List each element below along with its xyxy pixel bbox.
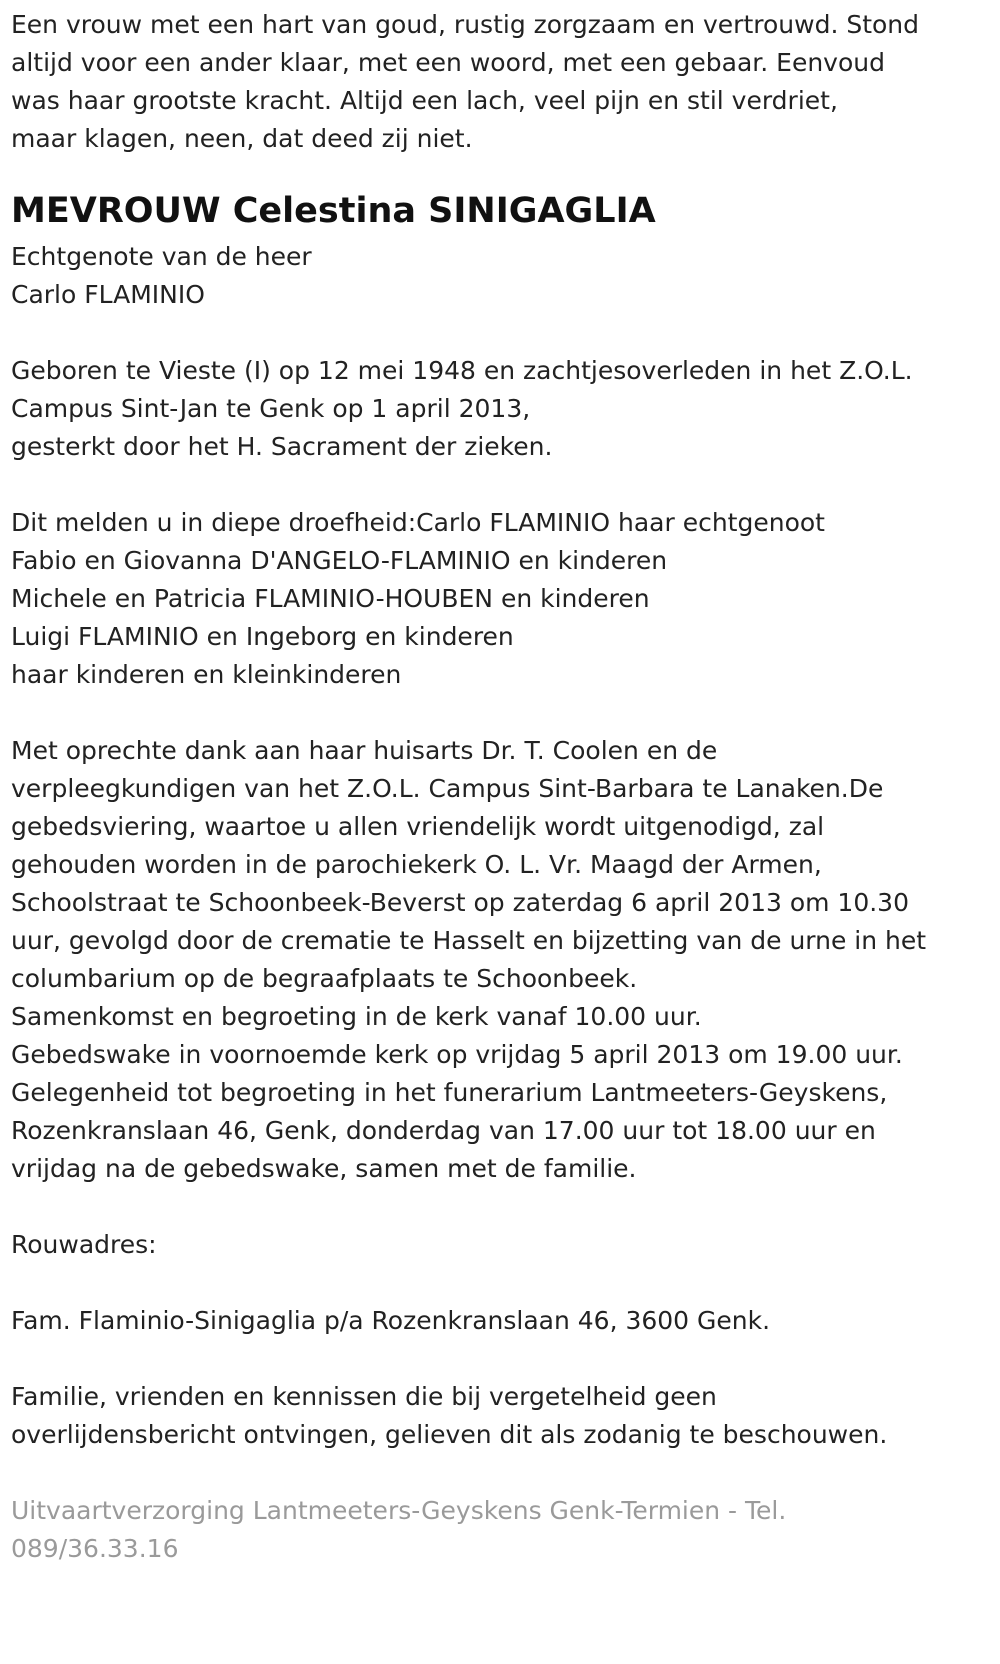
spacer (11, 314, 975, 352)
ceremony-line: vrijdag na de gebedswake, samen met de familie. (11, 1154, 637, 1183)
deceased-name-title: MEVROUW Celestina SINIGAGLIA (11, 191, 656, 231)
spouse-line: Carlo FLAMINIO (11, 280, 205, 309)
ceremony-line: Rozenkranslaan 46, Genk, donderdag van 17.00 uur tot 18.00 uur en (11, 1116, 876, 1145)
ceremony-line: gehouden worden in de parochiekerk O. L. Vr. Maagd der Armen, (11, 850, 822, 879)
spacer (11, 1340, 975, 1378)
spacer (11, 694, 975, 732)
family-line: Luigi FLAMINIO en Ingeborg en kinderen (11, 622, 514, 651)
ceremony-line: Gebedswake in voornoemde kerk op vrijdag 5 april 2013 om 19.00 uur. (11, 1040, 903, 1069)
birth-death-block (11, 352, 975, 466)
family-line: Dit melden u in diepe droefheid:Carlo FLAMINIO haar echtgenoot (11, 508, 825, 537)
ceremony-line: gebedsviering, waartoe u allen vriendelijk wordt uitgenodigd, zal (11, 812, 825, 841)
birth-death-line: gesterkt door het H. Sacrament der zieken. (11, 432, 553, 461)
ceremony-line: Samenkomst en begroeting in de kerk vanaf 10.00 uur. (11, 1002, 702, 1031)
ceremony-line: Met oprechte dank aan haar huisarts Dr. T. Coolen en de (11, 736, 718, 765)
ceremony-line: columbarium op de begraafplaats te Schoonbeek. (11, 964, 638, 993)
poem-block (11, 6, 975, 158)
poem-line: maar klagen, neen, dat deed zij niet. (11, 124, 473, 153)
family-line: Michele en Patricia FLAMINIO-HOUBEN en kinderen (11, 584, 650, 613)
ceremony-line: Gelegenheid tot begroeting in het funerarium Lantmeeters-Geyskens, (11, 1078, 888, 1107)
spacer (11, 1454, 975, 1492)
spacer (11, 1264, 975, 1302)
ceremony-block (11, 732, 975, 1188)
mourning-address: Fam. Flaminio-Sinigaglia p/a Rozenkranslaan 46, 3600 Genk. (11, 1306, 771, 1335)
family-line: Fabio en Giovanna D'ANGELO-FLAMINIO en kinderen (11, 546, 668, 575)
family-line: haar kinderen en kleinkinderen (11, 660, 402, 689)
footer-line: Uitvaartverzorging Lantmeeters-Geyskens Genk-Termien - Tel. (11, 1496, 787, 1525)
ceremony-line: Schoolstraat te Schoonbeek-Beverst op zaterdag 6 april 2013 om 10.30 (11, 888, 909, 917)
ceremony-line: uur, gevolgd door de crematie te Hasselt en bijzetting van de urne in het (11, 926, 927, 955)
poem-line: altijd voor een ander klaar, met een woord, met een gebaar. Eenvoud (11, 48, 885, 77)
footer-line: 089/36.33.16 (11, 1534, 179, 1563)
notice-line: overlijdensbericht ontvingen, gelieven dit als zodanig te beschouwen. (11, 1420, 888, 1449)
notice-line: Familie, vrienden en kennissen die bij vergetelheid geen (11, 1382, 717, 1411)
poem-line: was haar grootste kracht. Altijd een lach, veel pijn en stil verdriet, (11, 86, 838, 115)
notice-block (11, 1378, 975, 1454)
spouse-block (11, 238, 975, 314)
birth-death-line: Geboren te Vieste (I) op 12 mei 1948 en zachtjesoverleden in het Z.O.L. (11, 356, 913, 385)
address-label: Rouwadres: (11, 1230, 157, 1259)
funeral-home-footer (11, 1492, 975, 1568)
spacer (11, 1188, 975, 1226)
family-block (11, 504, 975, 694)
spouse-line: Echtgenote van de heer (11, 242, 312, 271)
poem-line: Een vrouw met een hart van goud, rustig zorgzaam en vertrouwd. Stond (11, 10, 920, 39)
birth-death-line: Campus Sint-Jan te Genk op 1 april 2013, (11, 394, 531, 423)
spacer (11, 466, 975, 504)
ceremony-line: verpleegkundigen van het Z.O.L. Campus Sint-Barbara te Lanaken.De (11, 774, 884, 803)
